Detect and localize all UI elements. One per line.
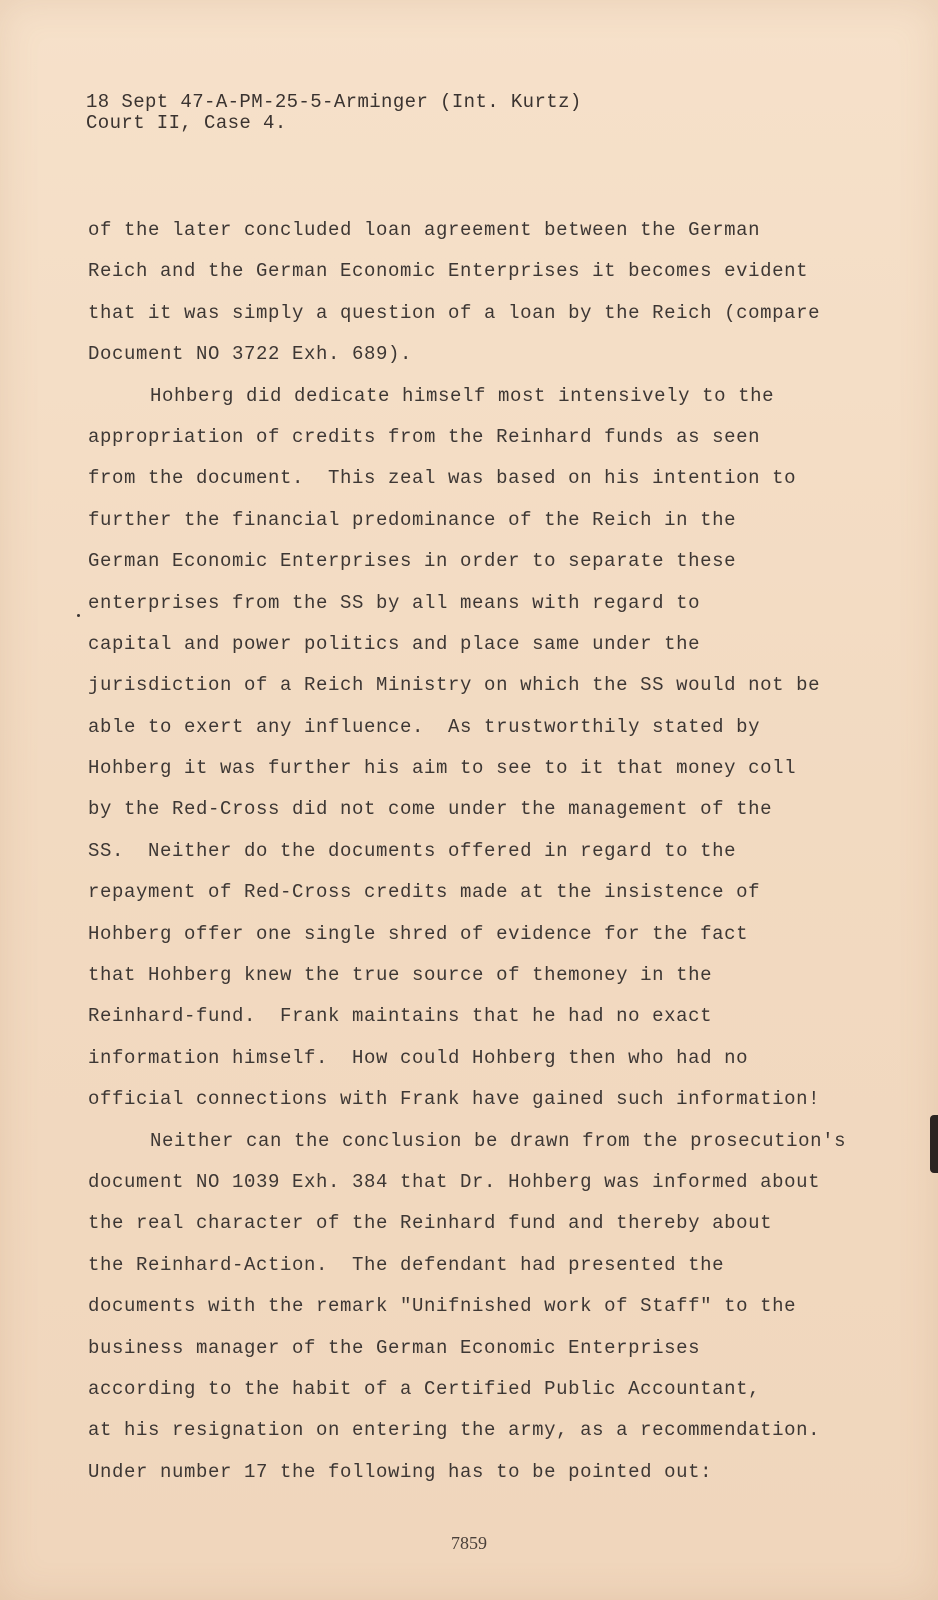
document-header <box>86 92 582 134</box>
text-line: Neither can the conclusion be drawn from the prosecution's <box>150 1129 847 1152</box>
text-line: further the financial predominance of the Reich in the <box>88 508 737 531</box>
text-line: capital and power politics and place same under the <box>88 632 701 655</box>
text-line: Reinhard-fund. Frank maintains that he had no exact <box>88 1005 713 1028</box>
text-line: documents with the remark "Unifnished work of Staff" to the <box>88 1295 797 1318</box>
text-line: by the Red-Cross did not come under the management of the <box>88 798 773 821</box>
text-line: official connections with Frank have gained such information! <box>88 1088 821 1111</box>
stray-ink-mark <box>77 614 80 617</box>
body-text <box>88 210 858 1493</box>
text-line: document NO 1039 Exh. 384 that Dr. Hohberg was informed about <box>88 1170 821 1193</box>
header-line-1: 18 Sept 47-A-PM-25-5-Arminger (Int. Kurtz) <box>86 91 582 113</box>
text-line: that it was simply a question of a loan by the Reich (compare <box>88 301 821 324</box>
text-line: the real character of the Reinhard fund and thereby about <box>88 1212 773 1235</box>
text-line: according to the habit of a Certified Public Accountant, <box>88 1377 761 1400</box>
text-line: Reich and the German Economic Enterprises it becomes evident <box>88 260 809 283</box>
text-line: from the document. This zeal was based on his intention to <box>88 467 797 490</box>
header-line-2: Court II, Case 4. <box>86 112 287 134</box>
page-number: 7859 <box>451 1533 487 1553</box>
text-line: Hohberg it was further his aim to see to it that money coll <box>88 757 797 780</box>
text-line: repayment of Red-Cross credits made at the insistence of <box>88 881 761 904</box>
text-line: jurisdiction of a Reich Ministry on which the SS would not be <box>88 674 821 697</box>
text-line: SS. Neither do the documents offered in regard to the <box>88 839 737 862</box>
text-line: Hohberg offer one single shred of evidence for the fact <box>88 922 749 945</box>
text-line: appropriation of credits from the Reinhard funds as seen <box>88 425 761 448</box>
text-line: Under number 17 the following has to be pointed out: <box>88 1460 713 1483</box>
text-line: the Reinhard-Action. The defendant had presented the <box>88 1253 725 1276</box>
text-line: that Hohberg knew the true source of themoney in the <box>88 964 713 987</box>
text-line: enterprises from the SS by all means with regard to <box>88 591 701 614</box>
text-line: German Economic Enterprises in order to separate these <box>88 550 737 573</box>
text-line: at his resignation on entering the army, as a recommendation. <box>88 1419 821 1442</box>
text-line: Hohberg did dedicate himself most intensively to the <box>150 384 775 407</box>
text-line: information himself. How could Hohberg then who had no <box>88 1046 749 1069</box>
text-line: Document NO 3722 Exh. 689). <box>88 343 413 366</box>
text-line: of the later concluded loan agreement between the German <box>88 219 761 241</box>
binding-clip-mark <box>930 1115 938 1173</box>
text-line: business manager of the German Economic Enterprises <box>88 1336 701 1359</box>
text-line: able to exert any influence. As trustworthily stated by <box>88 715 761 738</box>
